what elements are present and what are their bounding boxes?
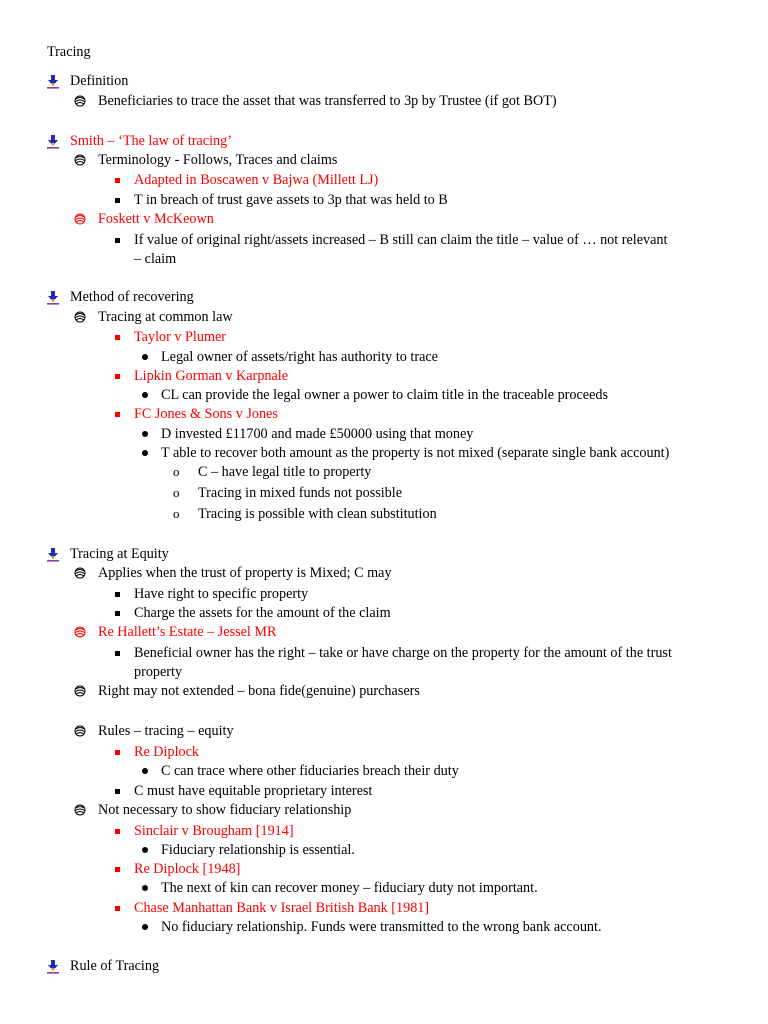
list-item: Right may not extended – bona fide(genuine) purchasers — [98, 683, 420, 699]
list-item: Charge the assets for the amount of the claim — [134, 605, 391, 621]
case-name: FC Jones & Sons v Jones — [134, 406, 278, 422]
list-item: Tracing at common law — [98, 309, 233, 325]
page-title: Tracing — [47, 44, 91, 60]
dot-bullet-icon — [140, 841, 150, 859]
arrow-bullet-icon — [46, 72, 60, 90]
circle-bullet-icon: o — [173, 485, 180, 500]
section-heading-definition: Definition — [70, 73, 129, 89]
square-bullet-icon — [113, 328, 123, 346]
square-bullet-icon — [113, 743, 123, 761]
list-item: Fiduciary relationship is essential. — [161, 842, 355, 858]
dot-bullet-icon — [140, 386, 150, 404]
circle-bullet-icon: o — [173, 464, 180, 479]
section-heading-equity: Tracing at Equity — [70, 546, 169, 562]
case-name: Sinclair v Brougham [1914] — [134, 823, 294, 839]
list-item: C must have equitable proprietary interest — [134, 783, 373, 799]
arrow-bullet-icon — [46, 132, 60, 150]
dot-bullet-icon — [140, 762, 150, 780]
dot-bullet-icon — [140, 348, 150, 366]
case-name: Lipkin Gorman v Karpnale — [134, 368, 289, 384]
square-bullet-icon — [113, 585, 123, 603]
arrow-bullet-icon — [46, 545, 60, 563]
swirl-bullet-icon — [74, 801, 86, 819]
list-item: Beneficiaries to trace the asset that was transferred to 3p by Trustee (if got BOT) — [98, 93, 557, 109]
square-bullet-icon — [113, 822, 123, 840]
swirl-bullet-icon — [74, 210, 86, 228]
square-bullet-icon — [113, 405, 123, 423]
square-bullet-icon — [113, 604, 123, 622]
case-name: Adapted in Boscawen v Bajwa (Millett LJ) — [134, 172, 379, 188]
case-name: Re Diplock [1948] — [134, 861, 241, 877]
case-name: Taylor v Plumer — [134, 329, 226, 345]
section-heading-method: Method of recovering — [70, 289, 194, 305]
square-bullet-icon — [113, 231, 123, 249]
dot-bullet-icon — [140, 879, 150, 897]
circle-bullet-icon: o — [173, 506, 180, 521]
list-item: Beneficial owner has the right – take or have charge on the property for the amount of the trust — [134, 645, 672, 661]
list-item: If value of original right/assets increased – B still can claim the title – value of … not relevant — [134, 232, 668, 248]
dot-bullet-icon — [140, 425, 150, 443]
dot-bullet-icon — [140, 444, 150, 462]
list-item: Have right to specific property — [134, 586, 309, 602]
list-item: Applies when the trust of property is Mixed; C may — [98, 565, 392, 581]
square-bullet-icon — [113, 899, 123, 917]
case-name: Foskett v McKeown — [98, 211, 214, 227]
section-heading-smith: Smith – ‘The law of tracing’ — [70, 133, 232, 149]
arrow-bullet-icon — [46, 288, 60, 306]
square-bullet-icon — [113, 191, 123, 209]
list-item: Terminology - Follows, Traces and claims — [98, 152, 338, 168]
list-item: D invested £11700 and made £50000 using that money — [161, 426, 474, 442]
list-item: No fiduciary relationship. Funds were transmitted to the wrong bank account. — [161, 919, 602, 935]
square-bullet-icon — [113, 782, 123, 800]
list-item-continued: – claim — [134, 251, 177, 267]
square-bullet-icon — [113, 644, 123, 662]
swirl-bullet-icon — [74, 564, 86, 582]
list-item: Rules – tracing – equity — [98, 723, 234, 739]
section-heading-rule-of-tracing: Rule of Tracing — [70, 958, 160, 974]
list-item-continued: property — [134, 664, 183, 680]
square-bullet-icon — [113, 171, 123, 189]
square-bullet-icon — [113, 367, 123, 385]
list-item: T able to recover both amount as the property is not mixed (separate single bank account) — [161, 445, 670, 461]
dot-bullet-icon — [140, 918, 150, 936]
list-item: Tracing in mixed funds not possible — [198, 485, 403, 501]
swirl-bullet-icon — [74, 151, 86, 169]
swirl-bullet-icon — [74, 722, 86, 740]
list-item: CL can provide the legal owner a power to claim title in the traceable proceeds — [161, 387, 608, 403]
list-item: The next of kin can recover money – fiduciary duty not important. — [161, 880, 538, 896]
list-item: Legal owner of assets/right has authority to trace — [161, 349, 438, 365]
case-name: Chase Manhattan Bank v Israel British Bank [1981] — [134, 900, 430, 916]
list-item: T in breach of trust gave assets to 3p that was held to B — [134, 192, 448, 208]
list-item: C – have legal title to property — [198, 464, 372, 480]
swirl-bullet-icon — [74, 623, 86, 641]
list-item: C can trace where other fiduciaries breach their duty — [161, 763, 459, 779]
swirl-bullet-icon — [74, 682, 86, 700]
arrow-bullet-icon — [46, 957, 60, 975]
case-name: Re Hallett’s Estate – Jessel MR — [98, 624, 277, 640]
swirl-bullet-icon — [74, 308, 86, 326]
list-item: Tracing is possible with clean substitution — [198, 506, 437, 522]
case-name: Re Diplock — [134, 744, 200, 760]
square-bullet-icon — [113, 860, 123, 878]
list-item: Not necessary to show fiduciary relationship — [98, 802, 352, 818]
swirl-bullet-icon — [74, 92, 86, 110]
